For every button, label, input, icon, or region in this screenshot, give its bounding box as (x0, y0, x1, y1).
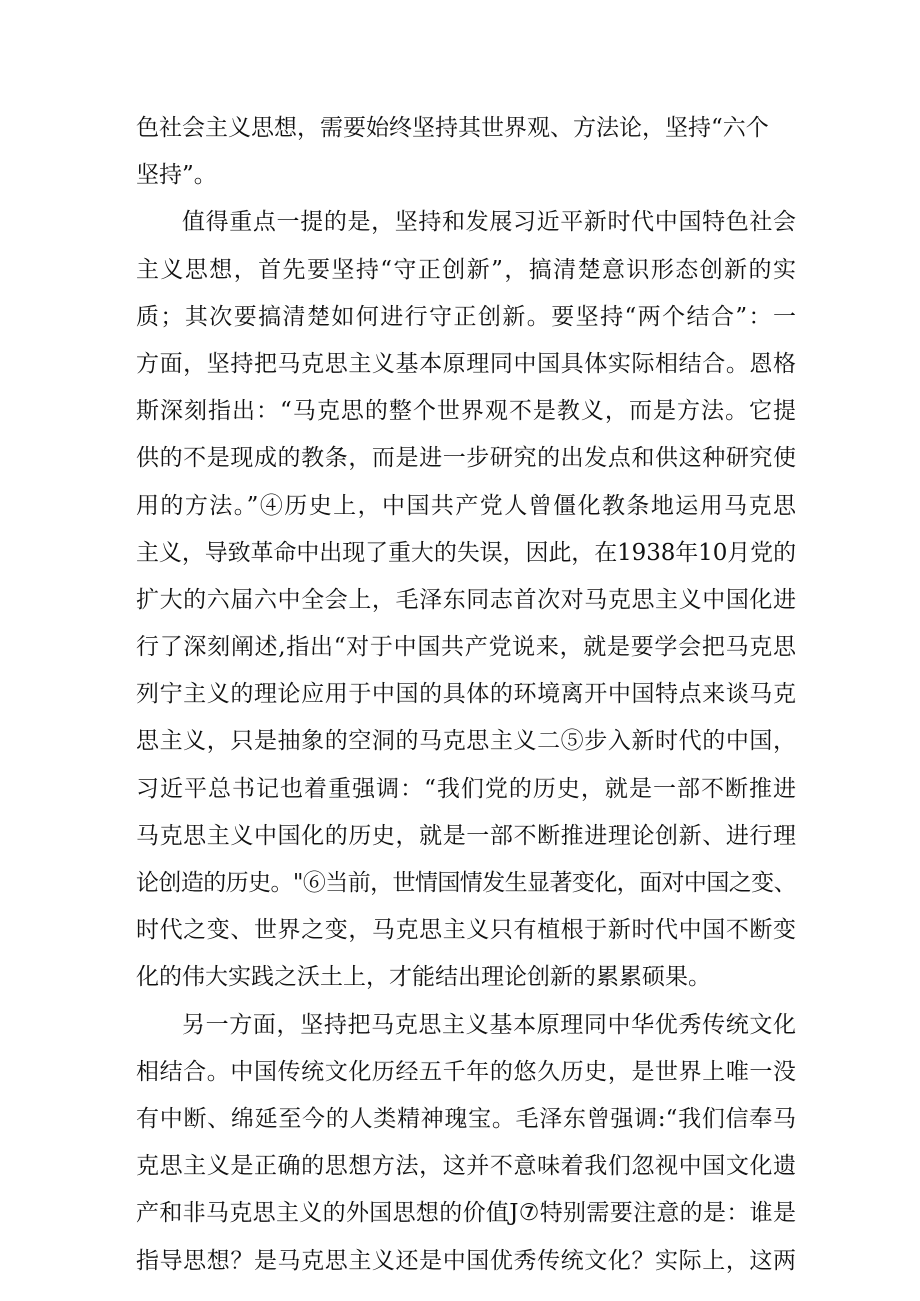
text-line: 有中断、绵延至今的人类精神瑰宝。毛泽东曾强调:“我们信奉马 (136, 1105, 796, 1132)
text-line: 供的不是现成的教条，而是进一步研究的出发点和供这种研究使 (136, 445, 796, 472)
text-line: 克思主义是正确的思想方法，这并不意味着我们忽视中国文化遗 (136, 1153, 796, 1180)
text-line: 质；其次要搞清楚如何进行守正创新。要坚持“两个结合”：一 (136, 303, 796, 330)
text-line: 用的方法。”④历史上，中国共产党人曾僵化教条地运用马克思 (136, 492, 796, 519)
text-line: 斯深刻指出：“马克思的整个世界观不是教义，而是方法。它提 (136, 398, 796, 425)
text-line: 列宁主义的理论应用于中国的具体的环境离开中国特点来谈马克 (136, 681, 796, 708)
text-line: 产和非马克思主义的外国思想的价值J⑦特别需要注意的是：谁是 (136, 1200, 796, 1227)
text-line: 行了深刻阐述,指出“对于中国共产党说来，就是要学会把马克思 (136, 634, 796, 661)
text-line: 主义，导致革命中出现了重大的失误，因此，在1938年10月党的 (136, 539, 796, 566)
body-text (136, 105, 796, 1285)
text-line: 化的伟大实践之沃土上，才能结出理论创新的累累硕果。 (136, 964, 711, 991)
text-line: 扩大的六届六中全会上，毛泽东同志首次对马克思主义中国化进 (136, 586, 796, 613)
text-line: 马克思主义中国化的历史，就是一部不断推进理论创新、进行理 (136, 822, 796, 849)
text-line: 坚持”。 (136, 162, 217, 189)
text-line: 习近平总书记也着重强调：“我们党的历史，就是一部不断推进 (136, 775, 796, 802)
text-line: 主义思想，首先要坚持“守正创新”，搞清楚意识形态创新的实 (136, 256, 796, 283)
text-line: 论创造的历史。"⑥当前，世情国情发生显著变化，面对中国之变、 (136, 870, 796, 896)
text-line: 指导思想？是马克思主义还是中国优秀传统文化？实际上，这两 (136, 1247, 796, 1274)
paragraph-start-line: 另一方面，坚持把马克思主义基本原理同中华优秀传统文化 (182, 1011, 796, 1038)
text-line: 思主义，只是抽象的空洞的马克思主义二⑤步入新时代的中国， (136, 728, 796, 755)
text-line: 相结合。中国传统文化历经五千年的悠久历史，是世界上唯一没 (136, 1058, 796, 1085)
text-line: 方面，坚持把马克思主义基本原理同中国具体实际相结合。恩格 (136, 350, 796, 377)
paragraph-start-line: 值得重点一提的是，坚持和发展习近平新时代中国特色社会 (182, 209, 796, 236)
text-line: 色社会主义思想，需要始终坚持其世界观、方法论，坚持“六个 (136, 115, 769, 141)
text-line: 时代之变、世界之变，马克思主义只有植根于新时代中国不断变 (136, 917, 796, 944)
